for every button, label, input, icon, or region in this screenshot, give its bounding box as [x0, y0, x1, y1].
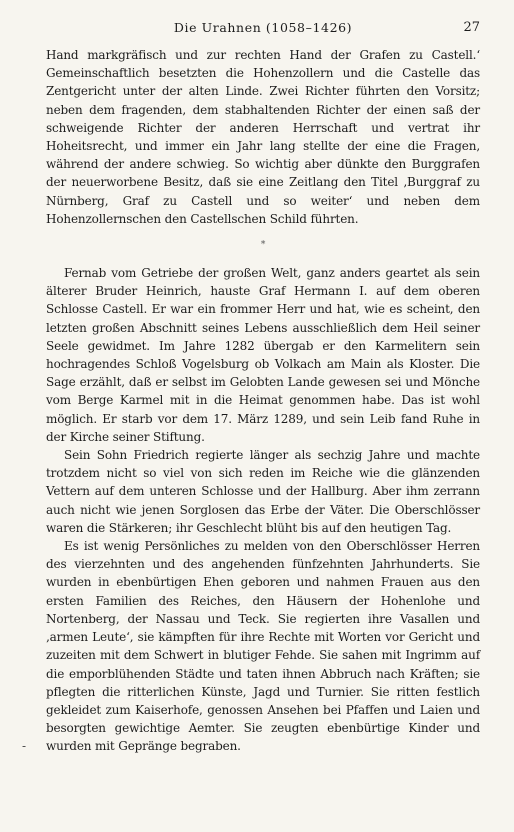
- body-text: [46, 46, 480, 756]
- margin-mark: -: [22, 739, 27, 753]
- page-header: [46, 20, 480, 40]
- paragraph-continued: Hand markgräfisch und zur rechten Hand der Grafen zu Castell.‘ Gemeinschaftlich besetzten die Hohenzollern und die Castelle das Zentgericht unter der alten Linde. Zwei Richter führten den Vorsitz; neben dem fragenden, dem stabhaltenden Richter der einen saß der schweigende Richter der anderen Herrschaft und vertrat ihr Hoheitsrecht, und immer ein Jahr lang stellte der eine die Fragen, während der andere schwieg. So wichtig aber dünkte den Burggrafen der neuerworbene Besitz, daß sie eine Zeitlang den Titel ‚Burggraf zu Nürnberg, Graf zu Castell und so weiter‘ und neben dem Hohenzollernschen den Castellschen Schild führten.: [46, 48, 480, 226]
- paragraph: Fernab vom Getriebe der großen Welt, ganz anders geartet als sein älterer Bruder Heinrich, hauste Graf Hermann I. auf dem oberen Schlosse Castell. Er war ein frommer Herr und hat, wie es scheint, den letzten großen Abschnitt seines Lebens ausschließlich dem Heil seiner Seele gewidmet. Im Jahre 1282 übergab er den Karmelitern sein hochragendes Schloß Vogelsburg ob Volkach am Main als Kloster. Die Sage erzählt, daß er selbst im Gelobten Lande gewesen sei und Mönche vom Berge Karmel mit in die Heimat genommen habe. Das ist wohl möglich. Er starb vor dem 17. März 1289, und sein Leib fand Ruhe in der Kirche seiner Stiftung.: [46, 266, 480, 444]
- paragraph: Es ist wenig Persönliches zu melden von den Oberschlösser Herren des vierzehnten und des angehenden fünfzehnten Jahrhunderts. Sie wurden in ebenbürtigen Ehen geboren und nahmen Frauen aus den ersten Familien des Reiches, den Häusern der Hohenlohe und Nortenberg, der Nassau und Teck. Sie regierten ihre Vasallen und ‚armen Leute‘, sie kämpften für ihre Rechte mit Worten vor Gericht und zuzeiten mit dem Schwert in blutiger Fehde. Sie sahen mit Ingrimm auf die emporblühenden Städte und taten ihnen Abbruch nach Kräften; sie pflegten die ritterlichen Künste, Jagd und Turnier. Sie ritten festlich gekleidet zum Kaiserhofe, genossen Ansehen bei Pfaffen und Laien und besorgten gewichtige Aemter. Sie zeugten ebenbürtige Kinder und wurden mit Gepränge begraben.: [46, 539, 480, 754]
- running-title: Die Urahnen (1058–1426): [173, 20, 353, 35]
- paragraph: Sein Sohn Friedrich regierte länger als sechzig Jahre und machte trotzdem nicht so viel von sich reden im Reiche wie die glänzenden Vettern auf dem unteren Schlosse und der Hallburg. Aber ihm zerrann auch nicht wie jenen Sorglosen das Erbe der Väter. Die Oberschlösser waren die Stärkeren; ihr Geschlecht blüht bis auf den heutigen Tag.: [46, 448, 480, 535]
- section-separator: *: [260, 240, 266, 251]
- page-number: 27: [463, 20, 480, 35]
